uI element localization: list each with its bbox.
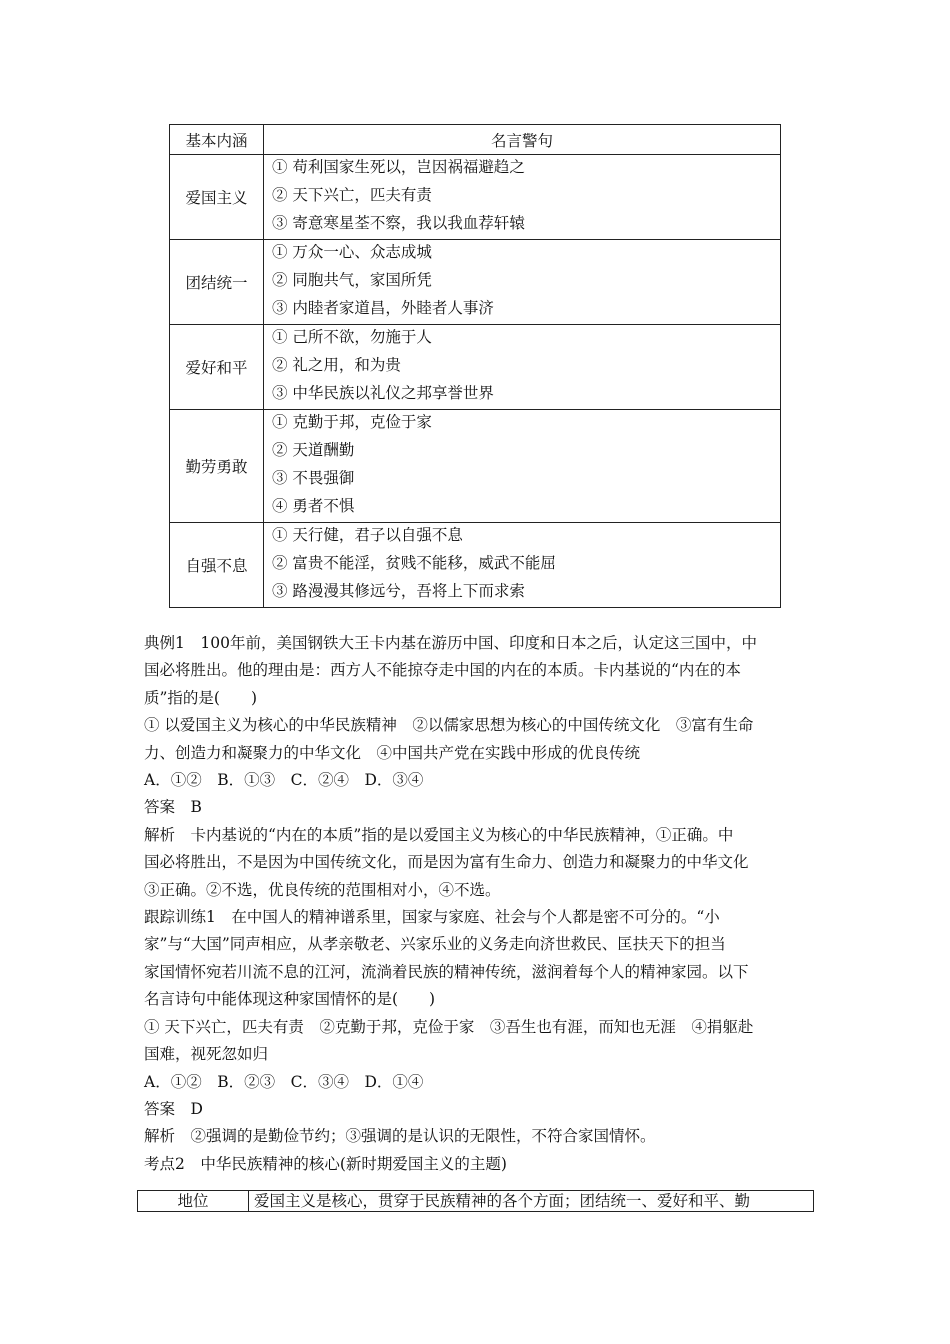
example-1-choices: A．①② B．①③ C．②④ D．③④	[144, 771, 424, 790]
exercise-1-analysis: 解析 ②强调的是勤俭节约；③强调的是认识的无限性，不符合家国情怀。	[144, 1127, 656, 1146]
example-1-options: ① 以爱国主义为核心的中华民族精神 ②以儒家思想为核心的中国传统文化 ③富有生命	[144, 716, 754, 735]
quotes-cell	[264, 325, 781, 410]
example-1-options: 力、创造力和凝聚力的中华文化 ④中国共产党在实践中形成的优良传统	[144, 743, 641, 762]
exercise-1-text: 家国情怀宛若川流不息的江河，流淌着民族的精神传统，滋润着每个人的精神家园。以下	[144, 962, 749, 981]
category-cell: 勤劳勇敢	[170, 410, 264, 523]
quote-line: ③ 内睦者家道昌，外睦者人事济	[272, 299, 494, 317]
quotes-cell	[264, 155, 781, 240]
example-1-answer: 答案 B	[144, 798, 202, 817]
example-1-analysis: ③正确。②不选，优良传统的范围相对小，④不选。	[144, 880, 501, 899]
example-1-text: 典例1 100年前，美国钢铁大王卡内基在游历中国、印度和日本之后，认定这三国中，中	[144, 634, 757, 652]
quote-line: ① 己所不欲，勿施于人	[272, 328, 432, 346]
table-row	[138, 1191, 814, 1212]
quotes-table	[169, 124, 781, 608]
quote-line: ① 天行健，君子以自强不息	[272, 526, 463, 544]
header-quotes: 名言警句	[264, 125, 781, 155]
table-header-row	[170, 125, 781, 155]
table-row	[170, 325, 781, 410]
exercise-1-choices: A．①② B．②③ C．③④ D．①④	[144, 1072, 424, 1091]
exercise-1-options: ① 天下兴亡，匹夫有责 ②克勤于邦，克俭于家 ③吾生也有涯，而知也无涯 ④捐躯赴	[144, 1017, 754, 1036]
exercise-1-text: 名言诗句中能体现这种家国情怀的是( )	[144, 990, 436, 1009]
table-row	[170, 240, 781, 325]
exercise-1-text: 家”与“大国”同声相应，从孝亲敬老、兴家乐业的义务走向济世救民、匡扶天下的担当	[144, 935, 726, 954]
quote-line: ② 天道酬勤	[272, 441, 355, 459]
category-cell: 自强不息	[170, 523, 264, 608]
quote-line: ① 万众一心、众志成城	[272, 243, 432, 261]
quote-line: ② 天下兴亡，匹夫有责	[272, 186, 432, 204]
quotes-cell	[264, 240, 781, 325]
exercise-1-text: 跟踪训练1 在中国人的精神谱系里，国家与家庭、社会与个人都是密不可分的。“小	[144, 908, 720, 927]
category-cell: 爱国主义	[170, 155, 264, 240]
quotes-cell	[264, 410, 781, 523]
exercise-1-answer: 答案 D	[144, 1099, 203, 1118]
quote-line: ① 克勤于邦，克俭于家	[272, 413, 432, 431]
header-category: 基本内涵	[170, 125, 264, 155]
quote-line: ② 礼之用，和为贵	[272, 356, 401, 374]
table-row	[170, 410, 781, 523]
quote-line: ③ 中华民族以礼仪之邦享誉世界	[272, 384, 494, 402]
quote-line: ④ 勇者不惧	[272, 497, 355, 515]
core-table-value: 爱国主义是核心，贯穿于民族精神的各个方面；团结统一、爱好和平、勤	[249, 1191, 814, 1212]
table-row	[170, 155, 781, 240]
quote-line: ③ 路漫漫其修远兮，吾将上下而求索	[272, 582, 525, 600]
quote-line: ③ 寄意寒星荃不察，我以我血荐轩辕	[272, 214, 525, 232]
core-table-key: 地位	[138, 1191, 249, 1212]
quotes-cell	[264, 523, 781, 608]
category-cell: 爱好和平	[170, 325, 264, 410]
quote-line: ③ 不畏强御	[272, 469, 355, 487]
exercise-1-options: 国难，视死忽如归	[144, 1045, 269, 1064]
example-1-text: 质”指的是( )	[144, 688, 258, 707]
example-1-analysis: 国必将胜出，不是因为中国传统文化，而是因为富有生命力、创造力和凝聚力的中华文化	[144, 853, 749, 872]
body-text	[144, 630, 814, 1178]
quote-line: ① 苟利国家生死以，岂因祸福避趋之	[272, 158, 525, 176]
category-cell: 团结统一	[170, 240, 264, 325]
core-table	[137, 1190, 814, 1212]
quote-line: ② 富贵不能淫，贫贱不能移，威武不能屈	[272, 554, 556, 572]
example-1-text: 国必将胜出。他的理由是：西方人不能掠夺走中国的内在的本质。卡内基说的“内在的本	[144, 661, 741, 680]
table-row	[170, 523, 781, 608]
quote-line: ② 同胞共气，家国所凭	[272, 271, 432, 289]
example-1-analysis: 解析 卡内基说的“内在的本质”指的是以爱国主义为核心的中华民族精神，①正确。中	[144, 825, 734, 844]
section-heading: 考点2 中华民族精神的核心(新时期爱国主义的主题)	[144, 1154, 507, 1173]
